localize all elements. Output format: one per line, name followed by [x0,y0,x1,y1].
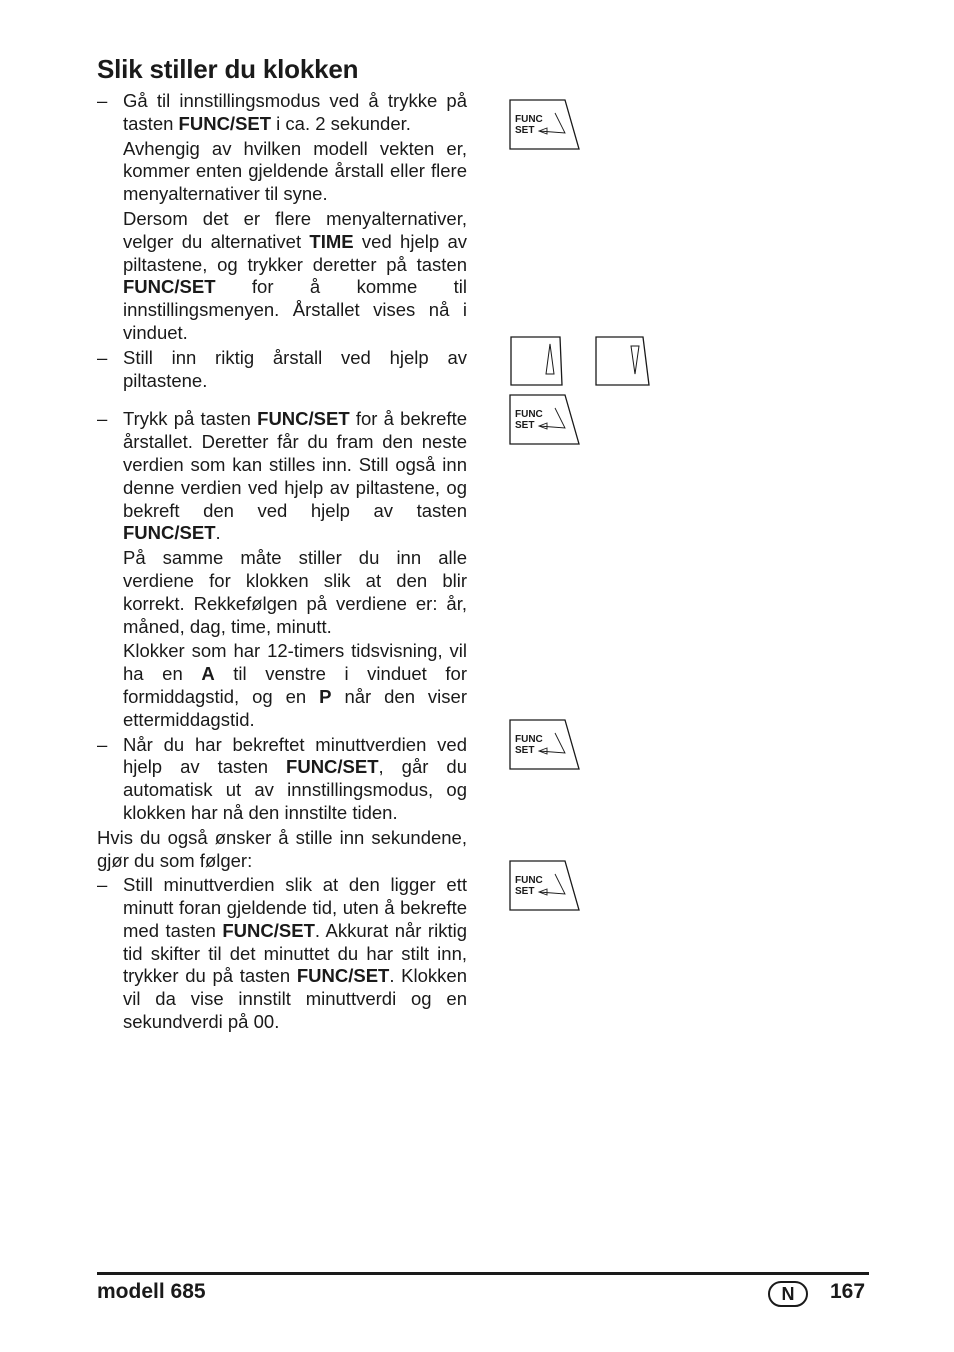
paragraph: Still inn riktig årstall ved hjelp av piltastene. [123,346,467,391]
svg-text:SET: SET [515,125,535,136]
footer-divider [97,1272,869,1275]
svg-text:FUNC: FUNC [515,734,543,745]
func-set-key-icon [509,860,581,912]
func-set-key-icon [509,394,581,446]
model-name: modell 685 [97,1280,206,1303]
paragraph: Når du har bekreftet minuttverdien ved hjelp av tasten FUNC/SET, går du automatisk ut av innstillingsmodus, og klokken har nå den innstilte tiden. [123,733,467,823]
list-item [97,874,467,1034]
paragraph: Avhengig av hvilken modell vekten er, kommer enten gjeldende årstall eller flere menyalternativer til syne. [123,137,467,205]
list-dash: – [97,874,108,896]
paragraph: Hvis du også ønsker å stille inn sekundene, gjør du som følger: [97,826,467,871]
page-title: Slik stiller du klokken [97,54,359,84]
paragraph: Klokker som har 12-timers tidsvisning, vil ha en A til venstre i vinduet for formiddagstid, og en P når den viser ettermiddagstid. [123,640,467,730]
list-item [97,347,467,393]
svg-text:SET: SET [515,886,535,897]
language-badge: N [768,1281,808,1307]
paragraph: Trykk på tasten FUNC/SET for å bekrefte årstallet. Deretter får du fram den neste verdien som kan stilles inn. Still også inn denne verdien ved hjelp av piltastene, og bekreft den ved hjelp av tasten FUNC/SET. [123,408,467,544]
paragraph: Dersom det er flere menyalternativer, velger du alternativet TIME ved hjelp av piltastene, og trykker deretter på tasten FUNC/SET for å komme til innstillingsmenyen. Årstallet vises nå i vinduet. [123,207,467,343]
paragraph: Still minuttverdien slik at den ligger ett minutt foran gjeldende tid, uten å bekrefte med tasten FUNC/SET. Akkurat når riktig tid skifter til det minuttet du har stilt inn, trykker du på tasten FUNC/SET. Klokken vil da vise innstilt minuttverdi og en sekundverdi på 00. [123,874,467,1033]
arrow-up-key-icon [510,336,564,388]
arrow-down-key-icon [595,336,651,388]
func-set-key-icon [509,99,581,151]
list-item [97,90,467,345]
list-dash: – [97,346,108,368]
list-dash: – [97,90,108,111]
svg-text:SET: SET [515,745,535,756]
svg-text:FUNC: FUNC [515,114,543,125]
list-item [97,734,467,825]
list-item [97,408,467,731]
paragraph: Gå til innstillingsmodus ved å trykke på tasten FUNC/SET i ca. 2 sekunder. [123,90,467,134]
instructions [97,90,467,1034]
list-dash: – [97,408,108,430]
page-number: 167 [830,1280,866,1303]
list-dash: – [97,733,108,755]
svg-text:FUNC: FUNC [515,875,543,886]
svg-text:SET: SET [515,420,535,431]
func-set-key-icon [509,719,581,771]
svg-text:FUNC: FUNC [515,409,543,420]
paragraph: På samme måte stiller du inn alle verdiene for klokken slik at den blir korrekt. Rekkefølgen på verdiene er: år, måned, dag, time, minutt. [123,547,467,637]
